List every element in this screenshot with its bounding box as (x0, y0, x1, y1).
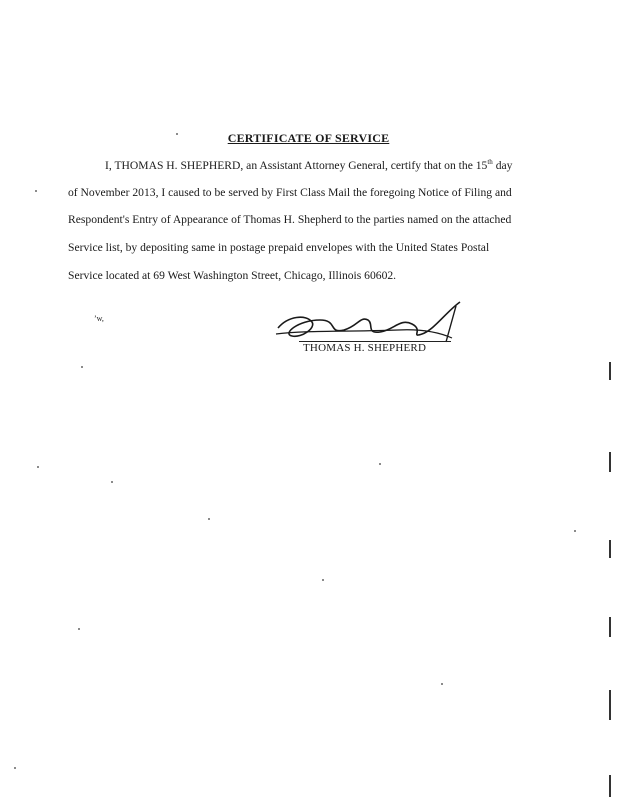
scan-edge-mark (609, 617, 611, 637)
page-title: CERTIFICATE OF SERVICE (227, 131, 390, 145)
scan-speck (176, 133, 178, 135)
scan-speck (78, 628, 80, 630)
margin-mark: ’w, (94, 314, 104, 323)
scan-speck (14, 767, 16, 769)
scan-speck (379, 463, 381, 465)
signer-name: THOMAS H. SHEPHERD (303, 342, 427, 354)
scan-edge-mark (609, 775, 611, 797)
scan-edge-mark (609, 690, 611, 720)
handwritten-signature (268, 298, 468, 346)
scan-speck (574, 530, 576, 532)
ordinal-suffix: th (487, 158, 493, 166)
scan-speck (441, 683, 443, 685)
body-line-1-end: day (492, 159, 513, 172)
body-line-4: Service list, by depositing same in postage prepaid envelopes with the United States Postal (68, 241, 490, 254)
scan-edge-mark (609, 452, 611, 472)
body-line-3: Respondent's Entry of Appearance of Thomas H. Shepherd to the parties named on the attached (68, 213, 512, 226)
scan-speck (322, 579, 324, 581)
body-line-2: of November 2013, I caused to be served by First Class Mail the foregoing Notice of Filing and (68, 186, 512, 199)
body-line-1-text: I, THOMAS H. SHEPHERD, an Assistant Attorney General, certify that on the 15 (105, 159, 488, 172)
scan-speck (35, 190, 37, 192)
scan-speck (208, 518, 210, 520)
scan-edge-mark (609, 540, 611, 558)
scan-speck (37, 466, 39, 468)
scan-edge-mark (609, 362, 611, 380)
scan-speck (81, 366, 83, 368)
scan-speck (111, 481, 113, 483)
body-line-1 (105, 159, 512, 172)
body-line-5: Service located at 69 West Washington Street, Chicago, Illinois 60602. (68, 269, 397, 282)
